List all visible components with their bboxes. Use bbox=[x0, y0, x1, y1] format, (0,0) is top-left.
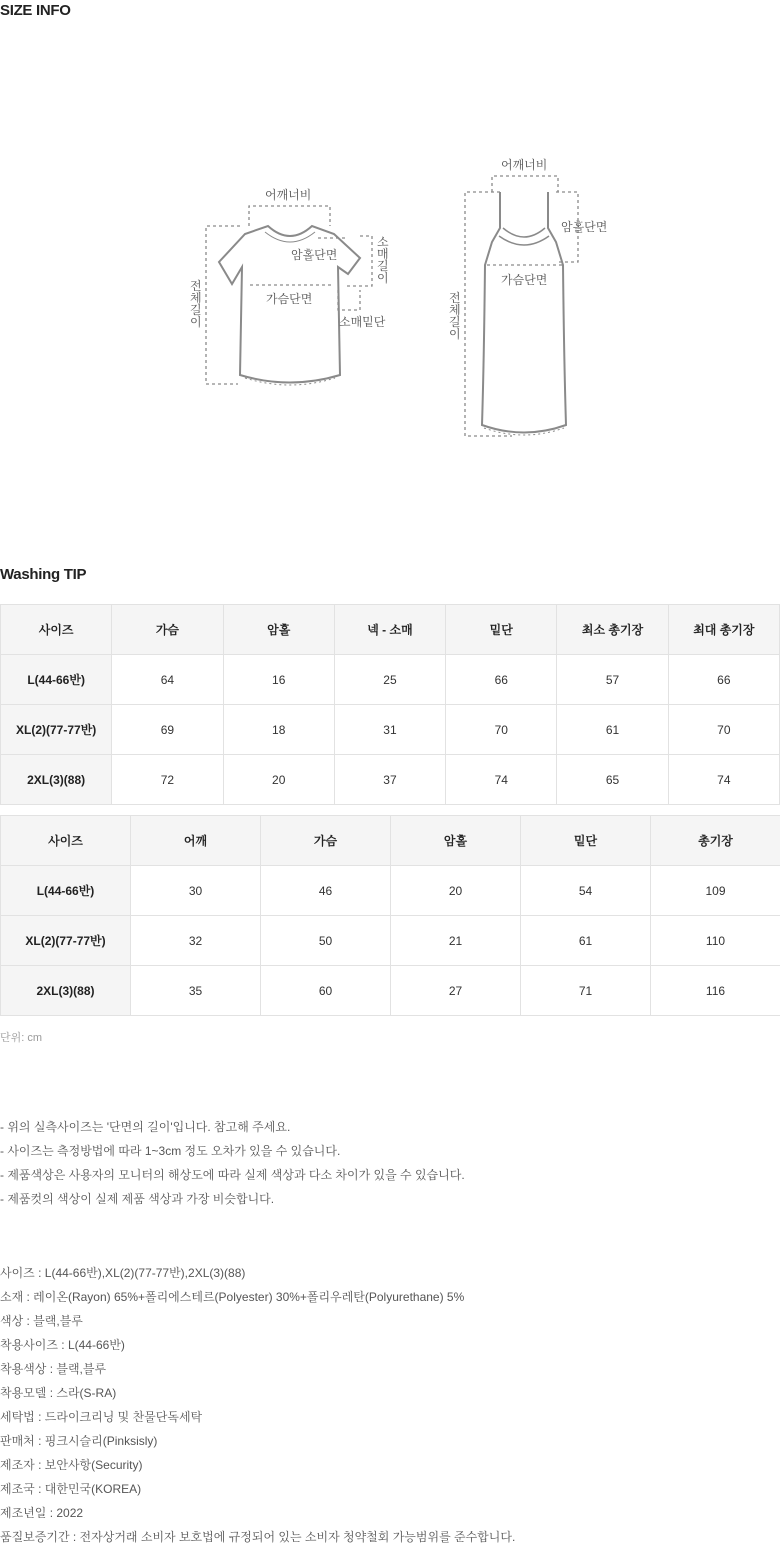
dress-diagram bbox=[465, 176, 578, 436]
table-cell: 20 bbox=[223, 755, 334, 805]
table-cell: 74 bbox=[668, 755, 779, 805]
table-header-cell: 총기장 bbox=[651, 816, 780, 866]
table-header-cell: 사이즈 bbox=[1, 605, 112, 655]
table-cell: 61 bbox=[557, 705, 668, 755]
table-row bbox=[1, 705, 780, 755]
tshirt-armhole-label: 암홀단면 bbox=[291, 246, 337, 263]
spec-item: 착용사이즈 : L(44-66반) bbox=[0, 1333, 515, 1357]
table-header-cell: 밑단 bbox=[521, 816, 651, 866]
dress-total-length-label: 전 체 길 이 bbox=[449, 292, 461, 340]
table-cell: 54 bbox=[521, 866, 651, 916]
size-cell: 2XL(3)(88) bbox=[1, 966, 131, 1016]
table-cell: 20 bbox=[391, 866, 521, 916]
table-cell: 66 bbox=[446, 655, 557, 705]
spec-item: 세탁법 : 드라이크리닝 및 찬물단독세탁 bbox=[0, 1405, 515, 1429]
table-cell: 18 bbox=[223, 705, 334, 755]
table-row bbox=[1, 866, 780, 916]
spec-item: 판매처 : 핑크시슬리(Pinksisly) bbox=[0, 1429, 515, 1453]
size-cell: 2XL(3)(88) bbox=[1, 755, 112, 805]
table-header-cell: 최소 총기장 bbox=[557, 605, 668, 655]
table-header-cell: 밑단 bbox=[446, 605, 557, 655]
table-header-row bbox=[1, 605, 780, 655]
table-header-cell: 가슴 bbox=[261, 816, 391, 866]
size-cell: XL(2)(77-77반) bbox=[1, 705, 112, 755]
table-header-cell: 암홀 bbox=[223, 605, 334, 655]
dress-armhole-label: 암홀단면 bbox=[561, 218, 607, 235]
size-info-title: SIZE INFO bbox=[0, 2, 71, 19]
table-header-cell: 암홀 bbox=[391, 816, 521, 866]
tshirt-sleeve-hem-label: 소매밑단 bbox=[339, 313, 385, 330]
size-cell: L(44-66반) bbox=[1, 655, 112, 705]
tshirt-shoulder-label: 어깨너비 bbox=[265, 186, 311, 203]
tshirt-total-length-label: 전 체 길 이 bbox=[190, 280, 202, 328]
table-cell: 66 bbox=[668, 655, 779, 705]
table-cell: 16 bbox=[223, 655, 334, 705]
table-cell: 109 bbox=[651, 866, 780, 916]
table-cell: 74 bbox=[446, 755, 557, 805]
size-cell: XL(2)(77-77반) bbox=[1, 916, 131, 966]
table-cell: 71 bbox=[521, 966, 651, 1016]
spec-item: 제조년일 : 2022 bbox=[0, 1501, 515, 1525]
spec-item: 소재 : 레이온(Rayon) 65%+폴리에스테르(Polyester) 30%+폴리우레탄(Polyurethane) 5% bbox=[0, 1285, 515, 1309]
table-cell: 30 bbox=[131, 866, 261, 916]
product-spec-list bbox=[0, 1261, 515, 1549]
spec-item: 착용모델 : 스라(S-RA) bbox=[0, 1381, 515, 1405]
dress-shoulder-label: 어깨너비 bbox=[501, 156, 547, 173]
table-header-cell: 어깨 bbox=[131, 816, 261, 866]
table-row bbox=[1, 755, 780, 805]
table-cell: 60 bbox=[261, 966, 391, 1016]
table-cell: 50 bbox=[261, 916, 391, 966]
note-item: - 사이즈는 측정방법에 따라 1~3cm 정도 오차가 있을 수 있습니다. bbox=[0, 1139, 465, 1163]
table-cell: 72 bbox=[112, 755, 223, 805]
table-cell: 116 bbox=[651, 966, 780, 1016]
size-table-top bbox=[0, 604, 780, 805]
table-cell: 27 bbox=[391, 966, 521, 1016]
table-cell: 70 bbox=[668, 705, 779, 755]
note-item: - 위의 실측사이즈는 '단면의 길이'입니다. 참고해 주세요. bbox=[0, 1115, 465, 1139]
table-cell: 31 bbox=[334, 705, 445, 755]
unit-note: 단위: cm bbox=[0, 1029, 42, 1045]
table-cell: 69 bbox=[112, 705, 223, 755]
spec-item: 제조국 : 대한민국(KOREA) bbox=[0, 1477, 515, 1501]
table-row bbox=[1, 655, 780, 705]
table-header-cell: 사이즈 bbox=[1, 816, 131, 866]
table-header-row bbox=[1, 816, 780, 866]
table-header-cell: 가슴 bbox=[112, 605, 223, 655]
note-item: - 제품색상은 사용자의 모니터의 해상도에 따라 실제 색상과 다소 차이가 있을 수 있습니다. bbox=[0, 1163, 465, 1187]
tshirt-sleeve-length-label: 소 매 길 이 bbox=[377, 236, 389, 284]
table-cell: 21 bbox=[391, 916, 521, 966]
table-cell: 65 bbox=[557, 755, 668, 805]
dress-chest-label: 가슴단면 bbox=[501, 271, 547, 288]
size-table-dress bbox=[0, 815, 780, 1016]
note-item: - 제품컷의 색상이 실제 제품 색상과 가장 비슷합니다. bbox=[0, 1187, 465, 1211]
size-diagram bbox=[0, 150, 780, 450]
spec-item: 착용색상 : 블랙,블루 bbox=[0, 1357, 515, 1381]
table-cell: 57 bbox=[557, 655, 668, 705]
spec-item: 품질보증기간 : 전자상거래 소비자 보호법에 규정되어 있는 소비자 청약철회 가능범위를 준수합니다. bbox=[0, 1525, 515, 1549]
tshirt-chest-label: 가슴단면 bbox=[266, 290, 312, 307]
size-notes-list bbox=[0, 1115, 465, 1211]
table-row bbox=[1, 916, 780, 966]
table-cell: 70 bbox=[446, 705, 557, 755]
spec-item: 색상 : 블랙,블루 bbox=[0, 1309, 515, 1333]
washing-tip-title: Washing TIP bbox=[0, 566, 86, 583]
size-cell: L(44-66반) bbox=[1, 866, 131, 916]
table-header-cell: 최대 총기장 bbox=[668, 605, 779, 655]
table-cell: 32 bbox=[131, 916, 261, 966]
table-header-cell: 넥 - 소매 bbox=[334, 605, 445, 655]
spec-item: 사이즈 : L(44-66반),XL(2)(77-77반),2XL(3)(88) bbox=[0, 1261, 515, 1285]
table-cell: 37 bbox=[334, 755, 445, 805]
table-cell: 61 bbox=[521, 916, 651, 966]
table-row bbox=[1, 966, 780, 1016]
table-cell: 110 bbox=[651, 916, 780, 966]
table-cell: 35 bbox=[131, 966, 261, 1016]
table-cell: 64 bbox=[112, 655, 223, 705]
table-cell: 46 bbox=[261, 866, 391, 916]
spec-item: 제조자 : 보안사항(Security) bbox=[0, 1453, 515, 1477]
table-cell: 25 bbox=[334, 655, 445, 705]
